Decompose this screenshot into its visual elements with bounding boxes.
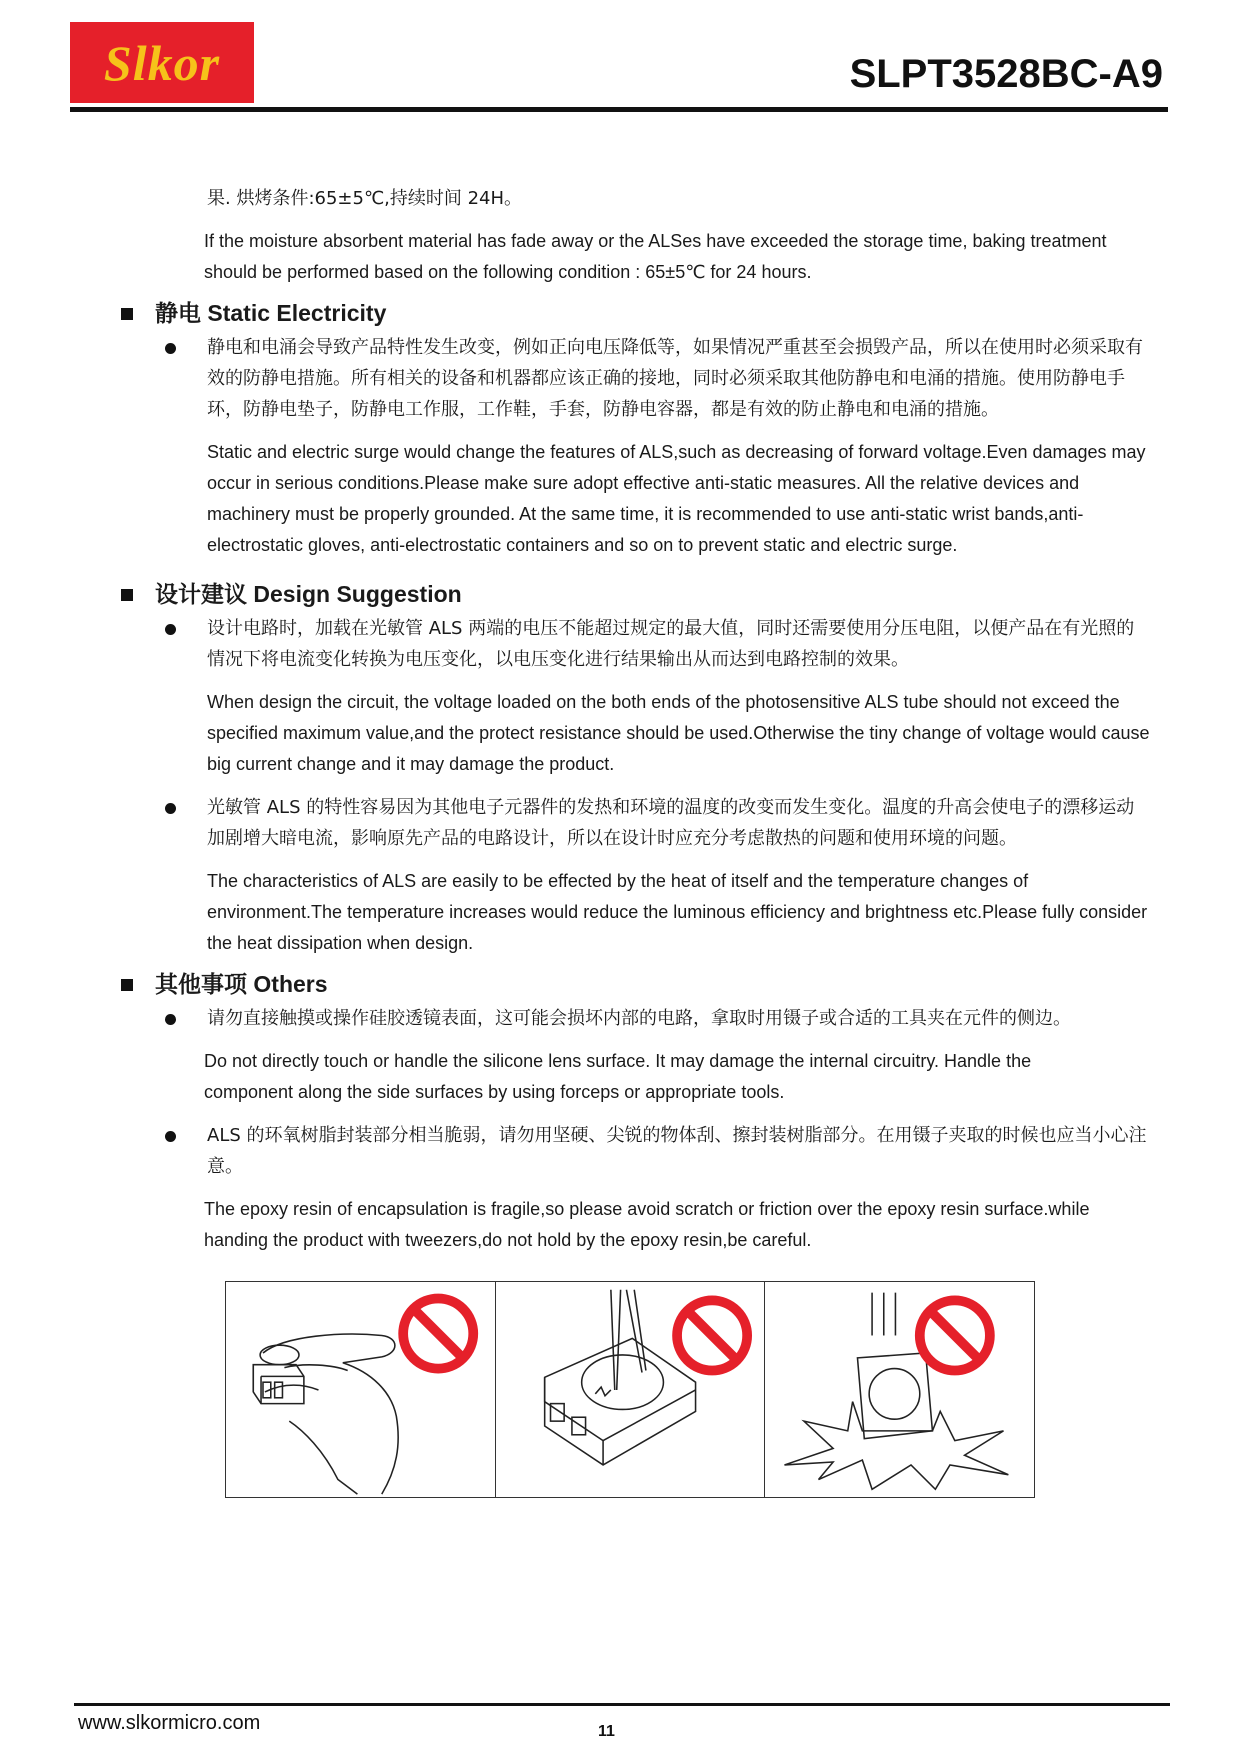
list-item bbox=[0, 1120, 1241, 1256]
tweezers-illustration bbox=[496, 1282, 765, 1497]
handling-precautions-figure bbox=[225, 1281, 1035, 1498]
section-heading-text: 设计建议 Design Suggestion bbox=[155, 581, 462, 607]
list-item bbox=[0, 1003, 1241, 1108]
square-bullet-icon bbox=[121, 979, 133, 991]
section-heading bbox=[0, 296, 1241, 330]
item-zh: 光敏管 ALS 的特性容易因为其他电子元器件的发热和环境的温度的改变而发生变化。温度的升高会使电子的漂移运动加剧增大暗电流，影响原先产品的电路设计，所以在设计时应充分考虑散热的问题和使用环境的问题。 bbox=[207, 797, 1135, 849]
section-heading-text: 其他事项 Others bbox=[155, 971, 328, 997]
section-heading bbox=[0, 967, 1241, 1001]
item-en: The epoxy resin of encapsulation is fragile,so please avoid scratch or friction over the epoxy resin surface.while handing the product with tweezers,do not hold by the epoxy resin,be careful. bbox=[204, 1199, 1090, 1250]
intro-en: If the moisture absorbent material has fade away or the ALSes have exceeded the storage time, baking treatment should be performed based on the following condition : 65±5℃ for 24 hours. bbox=[204, 231, 1107, 282]
section-others bbox=[0, 967, 1241, 1256]
list-item bbox=[0, 332, 1241, 561]
square-bullet-icon bbox=[121, 589, 133, 601]
item-en: The characteristics of ALS are easily to be effected by the heat of itself and the temperature changes of environment.The temperature increases would reduce the luminous efficiency and brightness etc.Please fully consider the heat dissipation when design. bbox=[207, 871, 1148, 953]
panel-tweezers bbox=[496, 1282, 766, 1497]
round-bullet-icon bbox=[165, 343, 176, 354]
header-divider bbox=[70, 107, 1168, 112]
logo-text: Slkor bbox=[103, 34, 221, 91]
item-zh: 静电和电涌会导致产品特性发生改变，例如正向电压降低等，如果情况严重甚至会损毁产品，所以在使用时必须采取有效的防静电措施。所有相关的设备和机器都应该正确的接地，同时必须采取其他防静电和电涌的措施。使用防静电手环，防静电垫子，防静电工作服，工作鞋，手套，防静电容器，都是有效的防止静电和电涌的措施。 bbox=[207, 337, 1143, 420]
round-bullet-icon bbox=[165, 624, 176, 635]
item-en: Do not directly touch or handle the silicone lens surface. It may damage the internal circuitry. Handle the component along the side surfaces by using forceps or appropriate tools. bbox=[204, 1051, 1032, 1102]
finger-touch-illustration bbox=[226, 1282, 495, 1497]
item-en: When design the circuit, the voltage loaded on the both ends of the photosensitive ALS tube should not exceed the specified maximum value,and the protect resistance should be used.Otherwise the tiny change of voltage would cause big current change and it may damage the product. bbox=[207, 692, 1150, 774]
document-title: SLPT3528BC-A9 bbox=[849, 52, 1163, 96]
round-bullet-icon bbox=[165, 1131, 176, 1142]
item-zh: ALS 的环氧树脂封装部分相当脆弱，请勿用坚硬、尖锐的物体刮、擦封装树脂部分。在用镊子夹取的时候也应当小心注意。 bbox=[207, 1125, 1147, 1177]
prohibit-icon bbox=[920, 1300, 990, 1370]
footer-website-link[interactable]: www.slkormicro.com bbox=[78, 1712, 261, 1734]
prohibit-icon bbox=[403, 1298, 473, 1368]
section-heading-text: 静电 Static Electricity bbox=[155, 300, 387, 326]
section-static-electricity bbox=[0, 296, 1241, 561]
panel-finger-touch bbox=[226, 1282, 496, 1497]
square-bullet-icon bbox=[121, 308, 133, 320]
page-number: 11 bbox=[598, 1723, 615, 1740]
prohibit-icon bbox=[677, 1300, 747, 1370]
item-zh: 设计电路时，加载在光敏管 ALS 两端的电压不能超过规定的最大值，同时还需要使用分压电阻，以便产品在有光照的情况下将电流变化转换为电压变化，以电压变化进行结果输出从而达到电路控制的效果。 bbox=[207, 618, 1135, 670]
list-item bbox=[0, 792, 1241, 959]
section-heading bbox=[0, 577, 1241, 611]
footer-divider bbox=[74, 1703, 1170, 1706]
round-bullet-icon bbox=[165, 1014, 176, 1025]
panel-impact bbox=[765, 1282, 1034, 1497]
intro-zh: 果. 烘烤条件:65±5℃,持续时间 24H。 bbox=[207, 188, 523, 209]
impact-illustration bbox=[765, 1282, 1034, 1497]
section-design-suggestion bbox=[0, 577, 1241, 959]
page-content bbox=[0, 180, 1241, 1256]
item-zh: 请勿直接触摸或操作硅胶透镜表面，这可能会损坏内部的电路，拿取时用镊子或合适的工具夹在元件的侧边。 bbox=[207, 1008, 1071, 1029]
round-bullet-icon bbox=[165, 803, 176, 814]
slkor-logo bbox=[70, 22, 254, 103]
list-item bbox=[0, 613, 1241, 780]
item-en: Static and electric surge would change the features of ALS,such as decreasing of forward voltage.Even damages may occur in serious conditions.Please make sure adopt effective anti-static measures. All the relative devices and machinery must be properly grounded. At the same time, it is recommended to use anti-static wrist bands,anti-electrostatic gloves, anti-electrostatic containers and so on to prevent static and electric surge. bbox=[207, 442, 1146, 555]
